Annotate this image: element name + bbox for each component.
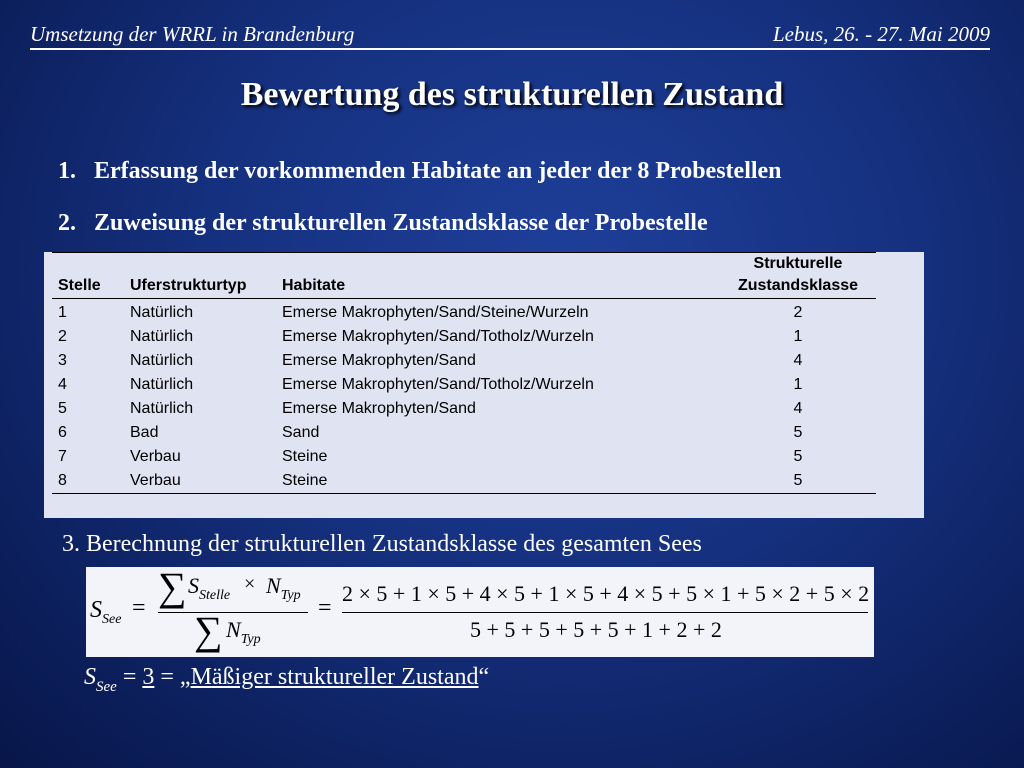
cell-klasse: 5	[793, 447, 803, 465]
header-zustandsklasse-line2: Zustandsklasse	[737, 276, 859, 294]
table-row	[52, 469, 876, 494]
fraction-line-1	[158, 612, 308, 613]
table-row	[52, 421, 876, 445]
result-symbol: S	[84, 664, 96, 690]
formula-num-n-sub: Typ	[280, 588, 301, 603]
formula-num-n-symbol: N	[266, 573, 281, 598]
cell-klasse: 1	[793, 327, 803, 345]
cell-stelle: 5	[58, 399, 67, 417]
formula-num-n	[266, 573, 301, 603]
header-stelle: Stelle	[52, 252, 124, 298]
step-3-text: 3. Berechnung der strukturellen Zustandsklasse des gesamten Sees	[62, 531, 702, 557]
result-equals: =	[116, 664, 143, 690]
step-1	[58, 158, 782, 185]
slide-title: Bewertung des strukturellen Zustand	[240, 76, 784, 113]
cell-habitate: Steine	[282, 447, 328, 465]
cell-typ: Verbau	[130, 447, 181, 465]
formula-num-s-sub: Stelle	[199, 588, 231, 603]
cell-typ: Verbau	[124, 469, 276, 494]
result-close: “	[478, 664, 490, 690]
step-2	[58, 210, 708, 237]
cell-habitate: Sand	[282, 423, 320, 441]
cell-stelle: 1	[58, 303, 67, 321]
formula-den-n	[226, 617, 261, 647]
header-location-date: Lebus, 26. - 27. Mai 2009	[773, 22, 990, 46]
table-row	[52, 325, 876, 349]
header-habitate: Habitate	[276, 252, 720, 298]
cell-habitate: Emerse Makrophyten/Sand/Steine/Wurzeln	[282, 303, 589, 321]
slide-header	[30, 20, 990, 50]
formula-numerator	[188, 573, 231, 603]
formula-lhs-symbol: S	[90, 597, 102, 623]
header-zustandsklasse	[720, 252, 876, 298]
cell-stelle: 2	[58, 327, 67, 345]
formula-equals-1: =	[132, 595, 146, 621]
step-1-text: Erfassung der vorkommenden Habitate an jeder der 8 Probestellen	[94, 158, 782, 184]
result-text: Mäßiger struktureller Zustand	[190, 664, 479, 690]
table-row	[52, 397, 876, 421]
expanded-numerator: 2 × 5 + 1 × 5 + 4 × 5 + 1 × 5 + 4 × 5 + 5 × 1 + 5 × 2 + 5 × 2	[342, 581, 870, 606]
table-row	[52, 373, 876, 397]
cell-typ: Natürlich	[130, 399, 194, 417]
formula-panel	[86, 564, 874, 657]
header-event-title: Umsetzung der WRRL in Brandenburg	[30, 22, 355, 46]
cell-stelle: 7	[58, 447, 67, 465]
table-row	[52, 445, 876, 469]
cell-stelle: 8	[52, 469, 124, 494]
cell-klasse: 5	[720, 469, 876, 494]
formula-times: ×	[244, 573, 256, 595]
cell-typ: Natürlich	[130, 303, 194, 321]
result-middle: = „	[154, 664, 191, 690]
cell-typ: Bad	[130, 423, 159, 441]
cell-habitate: Emerse Makrophyten/Sand	[282, 351, 476, 369]
formula-num-s: S	[188, 573, 199, 598]
header-zustandsklasse-line1: Strukturelle	[753, 254, 843, 272]
formula-lhs-sub: See	[102, 612, 122, 627]
cell-typ: Natürlich	[130, 375, 194, 393]
header-uferstrukturtyp: Uferstrukturtyp	[124, 252, 276, 298]
cell-stelle: 4	[58, 375, 67, 393]
probestellen-table	[52, 252, 876, 494]
result-line	[84, 664, 490, 695]
cell-typ: Natürlich	[130, 351, 194, 369]
expanded-denominator: 5 + 5 + 5 + 5 + 5 + 1 + 2 + 2	[470, 617, 722, 642]
table-header-row	[52, 252, 876, 298]
step-1-number: 1.	[58, 158, 76, 184]
step-2-number: 2.	[58, 210, 76, 236]
formula-lhs	[90, 597, 122, 627]
probestellen-table-panel	[44, 252, 924, 518]
cell-habitate: Emerse Makrophyten/Sand	[282, 399, 476, 417]
cell-habitate: Emerse Makrophyten/Sand/Totholz/Wurzeln	[282, 375, 594, 393]
sum-symbol-denominator: ∑	[194, 608, 223, 653]
sum-symbol-numerator: ∑	[158, 564, 187, 609]
step-2-text: Zuweisung der strukturellen Zustandsklasse der Probestelle	[94, 210, 708, 236]
result-value: 3	[142, 664, 155, 690]
cell-stelle: 3	[58, 351, 67, 369]
result-sub: See	[96, 679, 117, 695]
cell-klasse: 5	[793, 423, 803, 441]
cell-klasse: 4	[793, 351, 803, 369]
table-row	[52, 349, 876, 373]
cell-klasse: 4	[793, 399, 803, 417]
formula-equals-2: =	[318, 595, 332, 621]
table-row	[52, 298, 876, 325]
cell-habitate: Emerse Makrophyten/Sand/Totholz/Wurzeln	[282, 327, 594, 345]
cell-typ: Natürlich	[130, 327, 194, 345]
cell-stelle: 6	[58, 423, 67, 441]
formula-den-n-symbol: N	[226, 617, 241, 642]
cell-klasse: 2	[793, 303, 803, 321]
fraction-line-2	[342, 612, 868, 613]
formula-den-n-sub: Typ	[240, 632, 261, 647]
cell-habitate: Steine	[276, 469, 720, 494]
cell-klasse: 1	[793, 375, 803, 393]
